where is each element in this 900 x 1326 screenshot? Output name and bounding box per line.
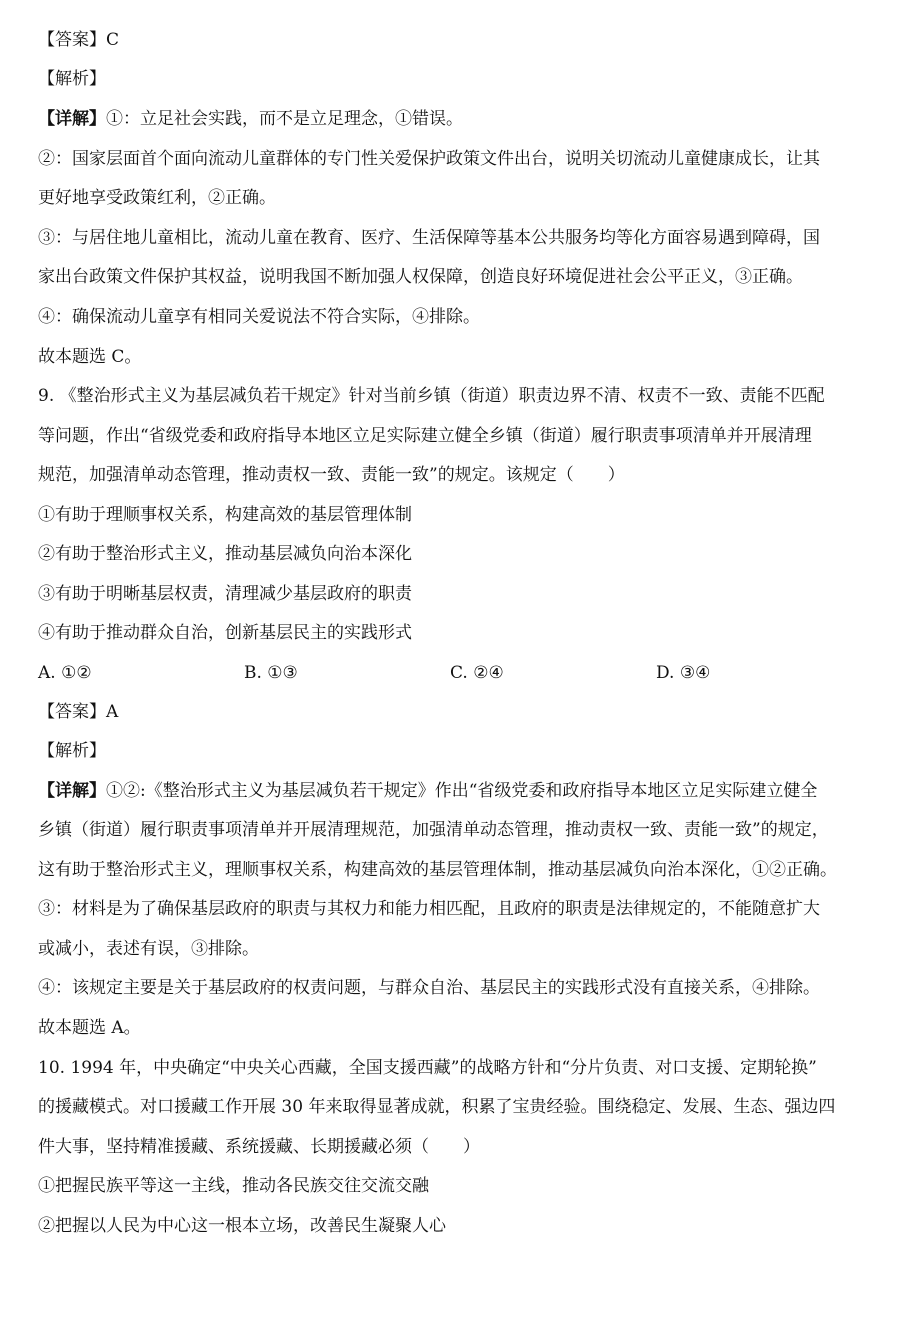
q8-conclusion: 故本题选 C。 [38,347,142,367]
q9-stem-line-1: 9. 《整治形式主义为基层减负若干规定》针对当前乡镇（街道）职责边界不清、权责不一致、责能不匹配 [38,386,825,406]
q8-detail-line-3b: 家出台政策文件保护其权益，说明我国不断加强人权保障，创造良好环境促进社会公平正义，③正确。 [38,267,803,287]
q9-option-a: A. ①② [38,663,92,683]
q9-detail-line-1 [38,779,868,803]
q9-detail-line-6: ④：该规定主要是关于基层政府的权责问题，与群众自治、基层民主的实践形式没有直接关系，④排除。 [38,978,820,998]
q9-item-1: ①有助于理顺事权关系，构建高效的基层管理体制 [38,505,412,525]
q9-answer: 【答案】A [38,702,119,722]
q9-detail-line-2: 乡镇（街道）履行职责事项清单并开展清理规范，加强清单动态管理，推动责权一致、责能一致”的规定， [38,820,829,840]
q8-answer: 【答案】C [38,30,120,50]
q9-stem-line-3: 规范，加强清单动态管理，推动责权一致、责能一致”的规定。该规定（ ） [38,465,625,485]
q9-item-3: ③有助于明晰基层权责，清理减少基层政府的职责 [38,584,412,604]
q8-detail-line-2a: ②：国家层面首个面向流动儿童群体的专门性关爱保护政策文件出台，说明关切流动儿童健康成长，让其 [38,149,820,169]
q9-item-4: ④有助于推动群众自治，创新基层民主的实践形式 [38,623,412,643]
q9-detail-line-5: 或减小，表述有误，③排除。 [38,939,259,959]
q8-detail-line-3a: ③：与居住地儿童相比，流动儿童在教育、医疗、生活保障等基本公共服务均等化方面容易遇到障碍，国 [38,228,820,248]
q9-conclusion: 故本题选 A。 [38,1018,141,1038]
q10-stem-line-2: 的援藏模式。对口援藏工作开展 30 年来取得显著成就，积累了宝贵经验。围绕稳定、发展、生态、强边四 [38,1097,836,1117]
q9-options [38,661,868,685]
q10-stem-line-1: 10. 1994 年，中央确定“中央关心西藏，全国支援西藏”的战略方针和“分片负责、对口支援、定期轮换” [38,1058,817,1078]
q10-item-1: ①把握民族平等这一主线，推动各民族交往交流交融 [38,1176,429,1196]
q9-detail-line-4: ③：材料是为了确保基层政府的职责与其权力和能力相匹配，且政府的职责是法律规定的，不能随意扩大 [38,899,820,919]
q9-detail-line-3: 这有助于整治形式主义，理顺事权关系，构建高效的基层管理体制，推动基层减负向治本深化，①②正确。 [38,860,837,880]
q9-analysis-heading: 【解析】 [38,741,106,761]
q9-option-b: B. ①③ [244,663,298,683]
q8-detail-line-1 [38,107,868,131]
q8-detail-text-1: ①：立足社会实践，而不是立足理念，①错误。 [106,109,463,129]
q9-option-c: C. ②④ [450,663,504,683]
q8-detail-tag: 【详解】 [38,109,106,129]
q10-item-2: ②把握以人民为中心这一根本立场，改善民生凝聚人心 [38,1216,446,1236]
q8-detail-line-4: ④：确保流动儿童享有相同关爱说法不符合实际，④排除。 [38,307,480,327]
q9-detail-tag: 【详解】 [38,781,106,801]
q9-stem-line-2: 等问题，作出“省级党委和政府指导本地区立足实际建立健全乡镇（街道）履行职责事项清单并开展清理 [38,426,812,446]
q9-option-d: D. ③④ [656,663,711,683]
q9-detail-text-1: ①②:《整治形式主义为基层减负若干规定》作出“省级党委和政府指导本地区立足实际建立健全 [106,781,818,801]
q10-stem-line-3: 件大事，坚持精准援藏、系统援藏、长期援藏必须（ ） [38,1137,480,1157]
q8-detail-line-2b: 更好地享受政策红利，②正确。 [38,188,276,208]
q9-item-2: ②有助于整治形式主义，推动基层减负向治本深化 [38,544,412,564]
q8-analysis-heading: 【解析】 [38,69,106,89]
